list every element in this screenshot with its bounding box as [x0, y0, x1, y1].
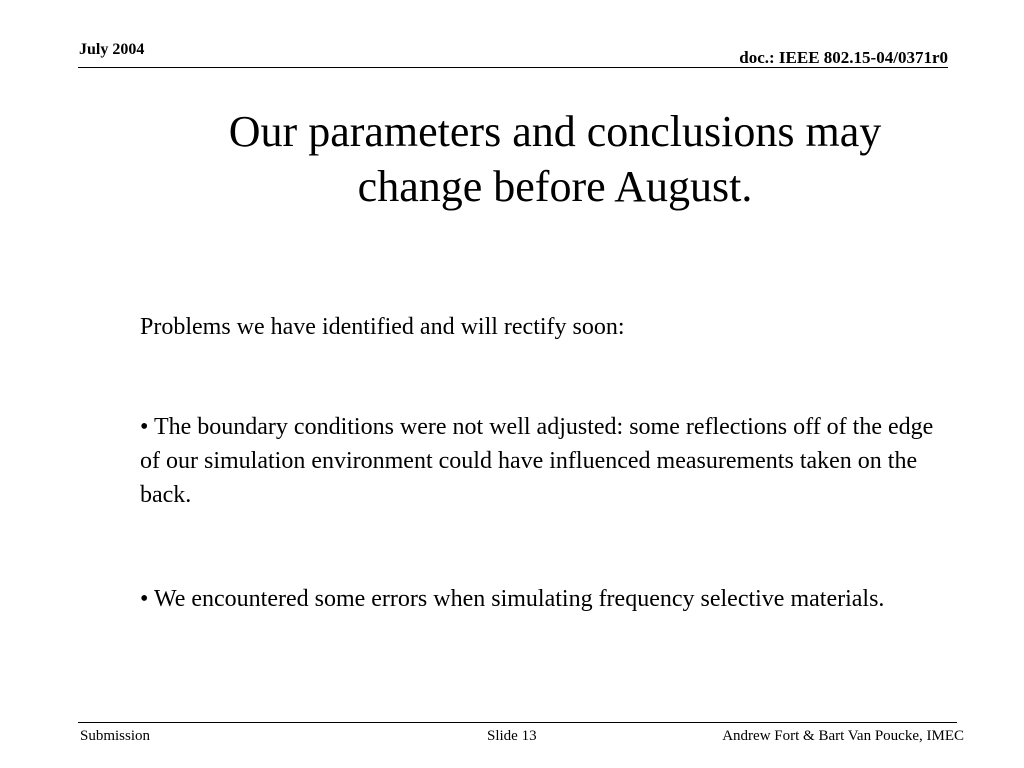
slide-title-line-1: Our parameters and conclusions may [228, 107, 882, 156]
footer-submission: Submission [80, 728, 151, 744]
header-divider [78, 67, 948, 68]
slide-bullet-simulation-errors: • We encountered some errors when simulating frequency selective materials. [140, 586, 885, 612]
slide-title-line-2: change before August. [357, 162, 753, 211]
footer-divider [78, 722, 957, 723]
footer-slide-number: Slide 13 [487, 728, 537, 744]
footer-authors: Andrew Fort & Bart Van Poucke, IMEC [722, 728, 964, 744]
slide-intro-text: Problems we have identified and will rectify soon: [140, 314, 625, 340]
slide-bullet-boundary-conditions: • The boundary conditions were not well adjusted: some reflections off of the edge of our simulation environment could have influenced measurements taken on the back. [140, 414, 934, 508]
header-document-id: doc.: IEEE 802.15-04/0371r0 [739, 48, 948, 67]
slide-title [150, 104, 960, 214]
header-date: July 2004 [79, 41, 145, 58]
